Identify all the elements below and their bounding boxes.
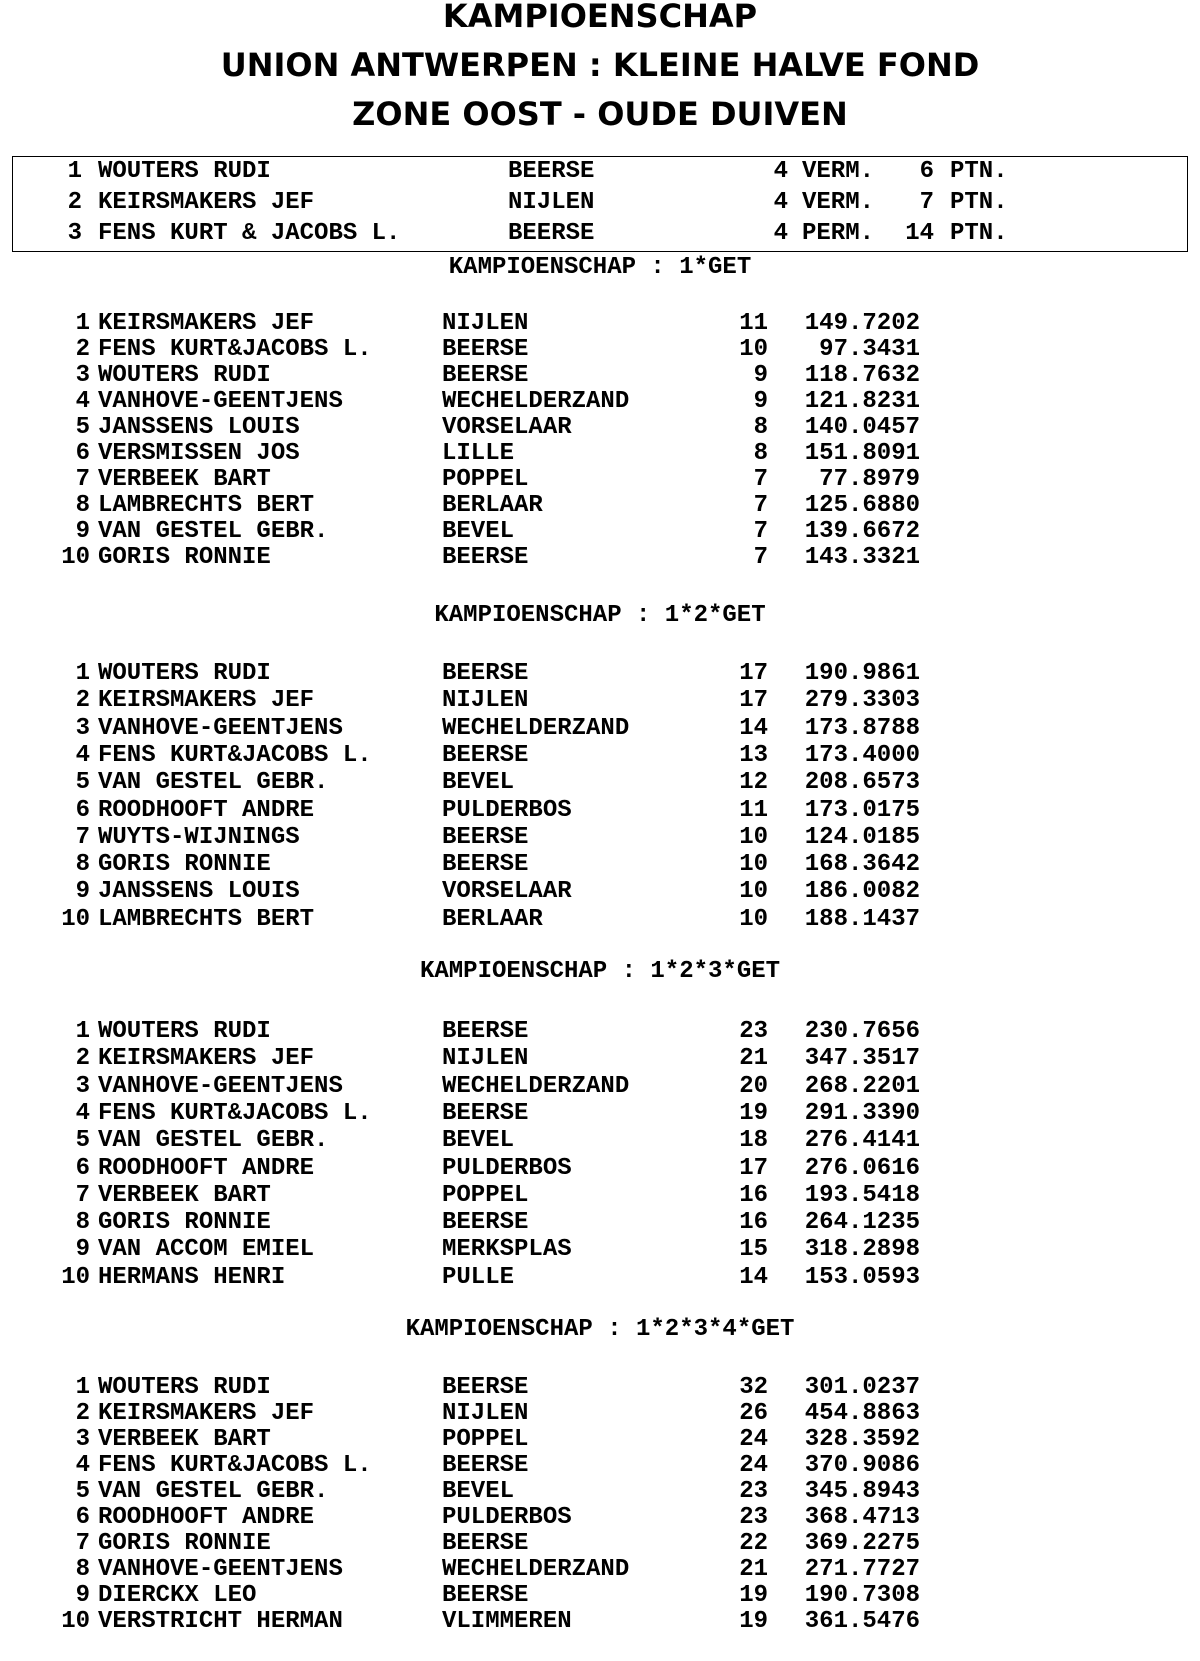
value-cell: 301.0237: [804, 1374, 920, 1401]
value-cell: 139.6672: [804, 518, 920, 545]
name-cell: FENS KURT&JACOBS L.: [98, 336, 372, 363]
place-cell: BERLAAR: [442, 906, 543, 933]
place-cell: BEVEL: [442, 1478, 515, 1505]
count-cell: 10: [739, 906, 768, 933]
value-cell: 190.7308: [804, 1582, 920, 1609]
document-subtitle: UNION ANTWERPEN : KLEINE HALVE FOND: [220, 46, 980, 84]
value-cell: 318.2898: [804, 1236, 920, 1263]
overall-rank: 3: [67, 220, 82, 247]
rank-cell: 8: [75, 492, 90, 519]
value-cell: 345.8943: [804, 1478, 920, 1505]
rank-cell: 3: [75, 362, 90, 389]
value-cell: 173.8788: [804, 715, 920, 742]
name-cell: VERBEEK BART: [98, 1182, 271, 1209]
rank-cell: 1: [75, 310, 90, 337]
rank-cell: 10: [61, 1608, 90, 1635]
value-cell: 173.4000: [804, 742, 920, 769]
rank-cell: 3: [75, 1426, 90, 1453]
value-cell: 140.0457: [804, 414, 920, 441]
count-cell: 24: [739, 1452, 768, 1479]
value-cell: 271.7727: [804, 1556, 920, 1583]
place-cell: NIJLEN: [442, 687, 529, 714]
place-cell: POPPEL: [442, 1182, 529, 1209]
value-cell: 151.8091: [804, 440, 920, 467]
name-cell: FENS KURT&JACOBS L.: [98, 1100, 372, 1127]
overall-count: 4: [773, 158, 788, 185]
rank-cell: 9: [75, 1236, 90, 1263]
section-title: KAMPIOENSCHAP : 1*2*3*GET: [419, 958, 781, 985]
name-cell: VERBEEK BART: [98, 466, 271, 493]
rank-cell: 6: [75, 440, 90, 467]
rank-cell: 2: [75, 1045, 90, 1072]
place-cell: BEERSE: [442, 742, 529, 769]
name-cell: WUYTS-WIJNINGS: [98, 824, 300, 851]
place-cell: BEERSE: [442, 336, 529, 363]
place-cell: BEERSE: [442, 851, 529, 878]
rank-cell: 10: [61, 906, 90, 933]
count-cell: 11: [739, 797, 768, 824]
overall-name: FENS KURT & JACOBS L.: [98, 220, 401, 247]
name-cell: FENS KURT&JACOBS L.: [98, 742, 372, 769]
rank-cell: 7: [75, 824, 90, 851]
value-cell: 153.0593: [804, 1264, 920, 1291]
overall-type: VERM.: [802, 158, 875, 185]
value-cell: 97.3431: [819, 336, 920, 363]
name-cell: KEIRSMAKERS JEF: [98, 1045, 315, 1072]
count-cell: 17: [739, 1155, 768, 1182]
count-cell: 19: [739, 1100, 768, 1127]
place-cell: WECHELDERZAND: [442, 715, 630, 742]
count-cell: 21: [739, 1045, 768, 1072]
name-cell: VAN ACCOM EMIEL: [98, 1236, 315, 1263]
name-cell: JANSSENS LOUIS: [98, 878, 300, 905]
name-cell: WOUTERS RUDI: [98, 660, 271, 687]
rank-cell: 4: [75, 742, 90, 769]
name-cell: VAN GESTEL GEBR.: [98, 1478, 329, 1505]
value-cell: 369.2275: [804, 1530, 920, 1557]
rank-cell: 8: [75, 851, 90, 878]
count-cell: 22: [739, 1530, 768, 1557]
count-cell: 21: [739, 1556, 768, 1583]
place-cell: PULDERBOS: [442, 1155, 572, 1182]
overall-points: 7: [919, 189, 934, 216]
count-cell: 20: [739, 1073, 768, 1100]
name-cell: WOUTERS RUDI: [98, 1374, 271, 1401]
name-cell: HERMANS HENRI: [98, 1264, 286, 1291]
count-cell: 19: [739, 1608, 768, 1635]
place-cell: BEERSE: [442, 824, 529, 851]
name-cell: VAN GESTEL GEBR.: [98, 1127, 329, 1154]
overall-points: 14: [905, 220, 934, 247]
overall-type: VERM.: [802, 189, 875, 216]
value-cell: 208.6573: [804, 769, 920, 796]
name-cell: VAN GESTEL GEBR.: [98, 769, 329, 796]
value-cell: 276.4141: [804, 1127, 920, 1154]
overall-unit: PTN.: [950, 189, 1008, 216]
rank-cell: 2: [75, 336, 90, 363]
value-cell: 279.3303: [804, 687, 920, 714]
rank-cell: 4: [75, 1100, 90, 1127]
rank-cell: 7: [75, 466, 90, 493]
value-cell: 193.5418: [804, 1182, 920, 1209]
value-cell: 454.8863: [804, 1400, 920, 1427]
value-cell: 188.1437: [804, 906, 920, 933]
value-cell: 291.3390: [804, 1100, 920, 1127]
count-cell: 16: [739, 1182, 768, 1209]
name-cell: KEIRSMAKERS JEF: [98, 687, 315, 714]
value-cell: 143.3321: [804, 544, 920, 571]
rank-cell: 1: [75, 1374, 90, 1401]
rank-cell: 5: [75, 414, 90, 441]
count-cell: 7: [753, 544, 768, 571]
value-cell: 121.8231: [804, 388, 920, 415]
rank-cell: 4: [75, 1452, 90, 1479]
value-cell: 149.7202: [804, 310, 920, 337]
count-cell: 14: [739, 715, 768, 742]
count-cell: 32: [739, 1374, 768, 1401]
place-cell: BEERSE: [442, 660, 529, 687]
place-cell: POPPEL: [442, 1426, 529, 1453]
name-cell: DIERCKX LEO: [98, 1582, 257, 1609]
count-cell: 26: [739, 1400, 768, 1427]
name-cell: VERSTRICHT HERMAN: [98, 1608, 343, 1635]
name-cell: VANHOVE-GEENTJENS: [98, 1073, 343, 1100]
name-cell: VAN GESTEL GEBR.: [98, 518, 329, 545]
place-cell: PULLE: [442, 1264, 515, 1291]
overall-rank: 2: [67, 189, 82, 216]
place-cell: VLIMMEREN: [442, 1608, 572, 1635]
rank-cell: 7: [75, 1530, 90, 1557]
place-cell: WECHELDERZAND: [442, 1556, 630, 1583]
count-cell: 10: [739, 878, 768, 905]
name-cell: GORIS RONNIE: [98, 1209, 271, 1236]
count-cell: 8: [753, 440, 768, 467]
name-cell: LAMBRECHTS BERT: [98, 906, 315, 933]
place-cell: WECHELDERZAND: [442, 1073, 630, 1100]
value-cell: 268.2201: [804, 1073, 920, 1100]
overall-count: 4: [773, 220, 788, 247]
value-cell: 368.4713: [804, 1504, 920, 1531]
value-cell: 190.9861: [804, 660, 920, 687]
rank-cell: 9: [75, 878, 90, 905]
place-cell: BEVEL: [442, 769, 515, 796]
name-cell: VANHOVE-GEENTJENS: [98, 715, 343, 742]
rank-cell: 2: [75, 1400, 90, 1427]
place-cell: BEERSE: [442, 1374, 529, 1401]
count-cell: 9: [753, 388, 768, 415]
overall-count: 4: [773, 189, 788, 216]
value-cell: 125.6880: [804, 492, 920, 519]
place-cell: MERKSPLAS: [442, 1236, 572, 1263]
name-cell: GORIS RONNIE: [98, 544, 271, 571]
count-cell: 19: [739, 1582, 768, 1609]
overall-rank: 1: [67, 158, 82, 185]
value-cell: 230.7656: [804, 1018, 920, 1045]
count-cell: 11: [739, 310, 768, 337]
rank-cell: 6: [75, 1155, 90, 1182]
name-cell: ROODHOOFT ANDRE: [98, 1155, 315, 1182]
place-cell: BEERSE: [442, 1582, 529, 1609]
count-cell: 12: [739, 769, 768, 796]
rank-cell: 5: [75, 1478, 90, 1505]
name-cell: ROODHOOFT ANDRE: [98, 1504, 315, 1531]
place-cell: BEVEL: [442, 1127, 515, 1154]
place-cell: BEERSE: [442, 544, 529, 571]
count-cell: 10: [739, 336, 768, 363]
count-cell: 13: [739, 742, 768, 769]
value-cell: 264.1235: [804, 1209, 920, 1236]
rank-cell: 2: [75, 687, 90, 714]
count-cell: 9: [753, 362, 768, 389]
value-cell: 276.0616: [804, 1155, 920, 1182]
place-cell: NIJLEN: [442, 310, 529, 337]
rank-cell: 8: [75, 1209, 90, 1236]
rank-cell: 7: [75, 1182, 90, 1209]
section-title: KAMPIOENSCHAP : 1*GET: [448, 254, 752, 281]
place-cell: LILLE: [442, 440, 515, 467]
rank-cell: 8: [75, 1556, 90, 1583]
name-cell: GORIS RONNIE: [98, 851, 271, 878]
place-cell: PULDERBOS: [442, 797, 572, 824]
value-cell: 168.3642: [804, 851, 920, 878]
place-cell: BEERSE: [442, 1452, 529, 1479]
value-cell: 124.0185: [804, 824, 920, 851]
rank-cell: 10: [61, 1264, 90, 1291]
name-cell: ROODHOOFT ANDRE: [98, 797, 315, 824]
value-cell: 186.0082: [804, 878, 920, 905]
rank-cell: 6: [75, 797, 90, 824]
zone-title: ZONE OOST - OUDE DUIVEN: [352, 95, 848, 133]
overall-unit: PTN.: [950, 158, 1008, 185]
overall-name: KEIRSMAKERS JEF: [98, 189, 315, 216]
rank-cell: 5: [75, 769, 90, 796]
value-cell: 361.5476: [804, 1608, 920, 1635]
count-cell: 18: [739, 1127, 768, 1154]
place-cell: BEVEL: [442, 518, 515, 545]
count-cell: 24: [739, 1426, 768, 1453]
overall-place: BEERSE: [508, 158, 595, 185]
name-cell: JANSSENS LOUIS: [98, 414, 300, 441]
rank-cell: 1: [75, 660, 90, 687]
document-title: KAMPIOENSCHAP: [442, 0, 758, 35]
place-cell: WECHELDERZAND: [442, 388, 630, 415]
count-cell: 15: [739, 1236, 768, 1263]
name-cell: VANHOVE-GEENTJENS: [98, 1556, 343, 1583]
overall-unit: PTN.: [950, 220, 1008, 247]
value-cell: 328.3592: [804, 1426, 920, 1453]
place-cell: BEERSE: [442, 1209, 529, 1236]
rank-cell: 10: [61, 544, 90, 571]
value-cell: 347.3517: [804, 1045, 920, 1072]
name-cell: LAMBRECHTS BERT: [98, 492, 315, 519]
overall-place: NIJLEN: [508, 189, 595, 216]
value-cell: 370.9086: [804, 1452, 920, 1479]
place-cell: BERLAAR: [442, 492, 543, 519]
place-cell: NIJLEN: [442, 1400, 529, 1427]
name-cell: VANHOVE-GEENTJENS: [98, 388, 343, 415]
value-cell: 77.8979: [819, 466, 920, 493]
rank-cell: 9: [75, 1582, 90, 1609]
place-cell: VORSELAAR: [442, 878, 572, 905]
count-cell: 8: [753, 414, 768, 441]
rank-cell: 3: [75, 1073, 90, 1100]
overall-name: WOUTERS RUDI: [98, 158, 271, 185]
name-cell: WOUTERS RUDI: [98, 362, 271, 389]
overall-points: 6: [919, 158, 934, 185]
place-cell: BEERSE: [442, 1530, 529, 1557]
overall-type: PERM.: [802, 220, 875, 247]
count-cell: 17: [739, 660, 768, 687]
place-cell: VORSELAAR: [442, 414, 572, 441]
place-cell: BEERSE: [442, 362, 529, 389]
count-cell: 23: [739, 1504, 768, 1531]
count-cell: 10: [739, 851, 768, 878]
count-cell: 7: [753, 492, 768, 519]
place-cell: POPPEL: [442, 466, 529, 493]
place-cell: PULDERBOS: [442, 1504, 572, 1531]
overall-place: BEERSE: [508, 220, 595, 247]
rank-cell: 1: [75, 1018, 90, 1045]
value-cell: 173.0175: [804, 797, 920, 824]
place-cell: NIJLEN: [442, 1045, 529, 1072]
name-cell: KEIRSMAKERS JEF: [98, 310, 315, 337]
place-cell: BEERSE: [442, 1018, 529, 1045]
section-title: KAMPIOENSCHAP : 1*2*3*4*GET: [405, 1316, 795, 1343]
place-cell: BEERSE: [442, 1100, 529, 1127]
rank-cell: 9: [75, 518, 90, 545]
count-cell: 17: [739, 687, 768, 714]
name-cell: VERBEEK BART: [98, 1426, 271, 1453]
rank-cell: 6: [75, 1504, 90, 1531]
section-title: KAMPIOENSCHAP : 1*2*GET: [434, 602, 766, 629]
rank-cell: 3: [75, 715, 90, 742]
count-cell: 7: [753, 518, 768, 545]
rank-cell: 5: [75, 1127, 90, 1154]
name-cell: WOUTERS RUDI: [98, 1018, 271, 1045]
name-cell: GORIS RONNIE: [98, 1530, 271, 1557]
count-cell: 23: [739, 1018, 768, 1045]
name-cell: VERSMISSEN JOS: [98, 440, 300, 467]
count-cell: 16: [739, 1209, 768, 1236]
count-cell: 10: [739, 824, 768, 851]
count-cell: 7: [753, 466, 768, 493]
name-cell: KEIRSMAKERS JEF: [98, 1400, 315, 1427]
count-cell: 14: [739, 1264, 768, 1291]
name-cell: FENS KURT&JACOBS L.: [98, 1452, 372, 1479]
count-cell: 23: [739, 1478, 768, 1505]
rank-cell: 4: [75, 388, 90, 415]
value-cell: 118.7632: [804, 362, 920, 389]
